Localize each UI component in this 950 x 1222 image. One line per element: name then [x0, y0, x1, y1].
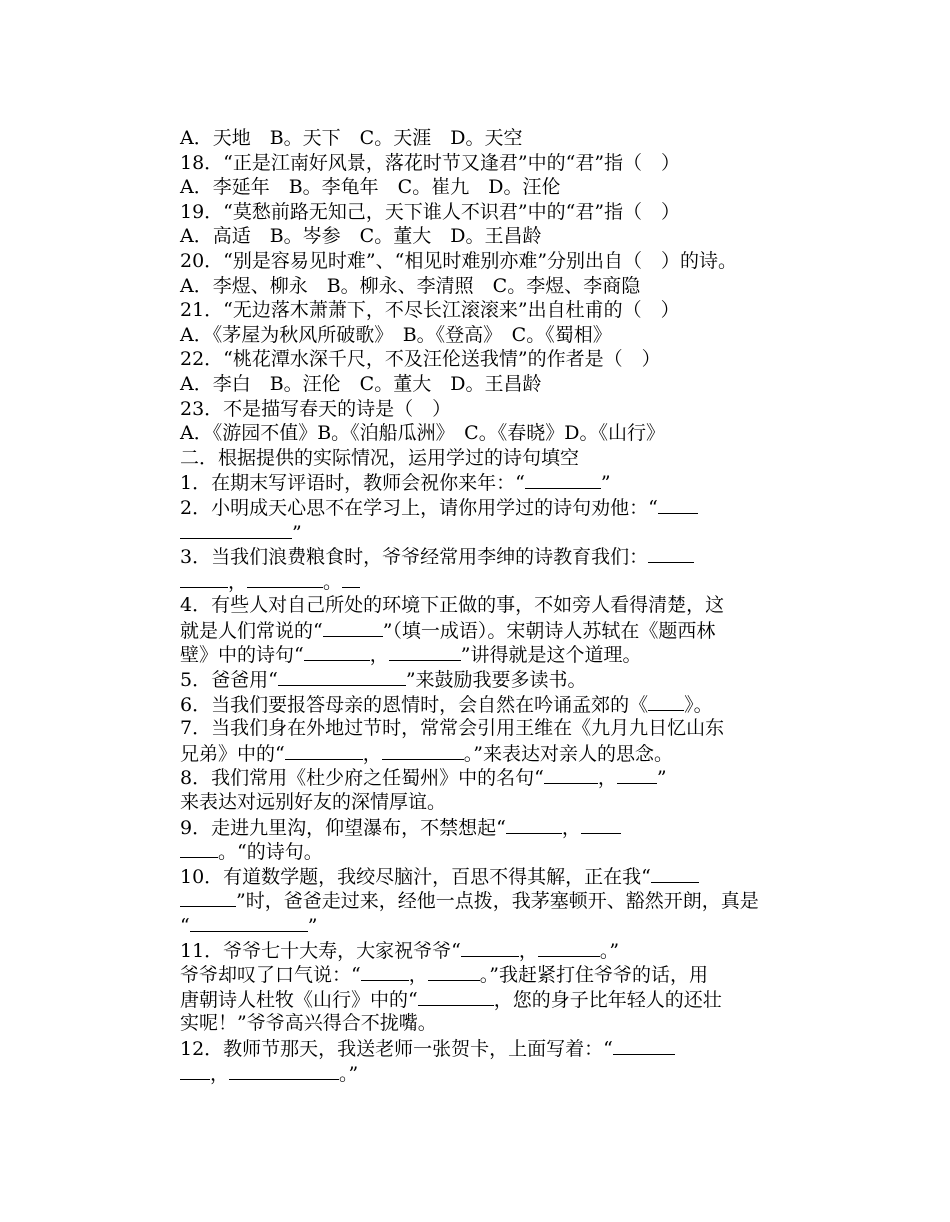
fill-3-cont: ， 。 — [180, 569, 820, 594]
fill-9: 9．走进九里沟，仰望瀑布，不禁想起“ ， — [180, 815, 820, 840]
answer-blank[interactable] — [382, 741, 464, 760]
fill-12: 12．教师节那天，我送老师一张贺卡，上面写着：“ — [180, 1036, 820, 1061]
fill-7: 7．当我们身在外地过节时，常常会引用王维在《九月九日忆山东 — [180, 717, 725, 740]
answer-blank[interactable] — [285, 741, 363, 760]
fill-4-cont2: 壁》中的诗句“ ， ”讲得就是这个道理。 — [180, 644, 642, 667]
fill-2-cont: ” — [180, 520, 820, 545]
fill-9-cont: 。“的诗句。 — [180, 839, 820, 864]
answer-blank[interactable] — [180, 839, 218, 858]
answer-blank[interactable] — [525, 470, 601, 489]
q19-options: A．高适 B。岑参 C。董大 D。王昌龄 — [180, 225, 542, 248]
q21-options: A．《茅屋为秋风所破歌》 B。《登高》 C。《蜀相》 — [180, 323, 612, 346]
answer-blank[interactable] — [613, 1036, 675, 1055]
question-18: 18．“正是江南好风景，落花时节又逢君”中的“君”指（ ） — [180, 151, 681, 174]
document-page — [180, 126, 820, 1085]
q23-options: A．《游园不值》B。《泊船瓜洲》 C。《春晓》D。《山行》 — [180, 422, 665, 445]
answer-blank[interactable] — [418, 987, 494, 1006]
fill-12-cont: ， 。” — [180, 1061, 820, 1086]
q18-options: A．李延年 B。李龟年 C。崔九 D。汪伦 — [180, 176, 561, 199]
answer-blank[interactable] — [247, 569, 323, 588]
fill-1: 1．在期末写评语时，教师会祝你来年：“ ” — [180, 472, 611, 495]
fill-11-cont3: 实呢！”爷爷高兴得合不拢嘴。 — [180, 1012, 437, 1035]
question-23: 23．不是描写春天的诗是（ ） — [180, 397, 452, 420]
fill-5: 5．爸爸用“ ”来鼓励我要多读书。 — [180, 669, 587, 692]
question-19: 19．“莫愁前路无知己，天下谁人不识君”中的“君”指（ ） — [180, 200, 681, 223]
q20-options: A．李煜、柳永 B。柳永、李清照 C。李煜、李商隐 — [180, 274, 641, 297]
answer-blank[interactable] — [180, 520, 292, 539]
fill-11-cont: 爷爷却叹了口气说：“ ， 。”我赶紧打住爷爷的话，用 — [180, 964, 708, 987]
fill-4-cont: 就是人们常说的“ ”（填一成语）。宋朝诗人苏轼在《题西林 — [180, 619, 716, 642]
answer-blank[interactable] — [229, 1061, 339, 1080]
question-20: 20．“别是容易见时难”、“相见时难别亦难”分别出自（ ）的诗。 — [180, 249, 738, 272]
q22-options: A．李白 B。汪伦 C。董大 D。王昌龄 — [180, 372, 542, 395]
fill-11: 11．爷爷七十大寿，大家祝爷爷“ ， 。” — [180, 939, 620, 962]
fill-11-cont2: 唐朝诗人杜牧《山行》中的“ ，您的身子比年轻人的还壮 — [180, 988, 722, 1011]
fill-10: 10．有道数学题，我绞尽脑汁，百思不得其解，正在我“ — [180, 864, 820, 889]
answer-blank[interactable] — [581, 815, 621, 834]
answer-blank[interactable] — [190, 913, 308, 932]
answer-blank[interactable] — [180, 1061, 210, 1080]
answer-blank[interactable] — [342, 569, 360, 588]
answer-blank[interactable] — [544, 765, 598, 784]
answer-blank[interactable] — [278, 667, 406, 686]
section-heading: 二．根据提供的实际情况，运用学过的诗句填空 — [180, 446, 580, 469]
fill-10-cont: ”时，爸爸走过来，经他一点拨，我茅塞顿开、豁然开朗，真是 — [180, 888, 820, 913]
answer-blank[interactable] — [538, 938, 600, 957]
fill-8: 8．我们常用《杜少府之任蜀州》中的名句“ ， ” — [180, 767, 667, 790]
answer-blank[interactable] — [304, 642, 370, 661]
fill-10-cont2: “ ” — [180, 915, 318, 937]
answer-blank[interactable] — [361, 962, 409, 981]
answer-blank[interactable] — [651, 864, 699, 883]
answer-blank[interactable] — [648, 692, 684, 711]
fill-8-cont: 来表达对远别好友的深情厚谊。 — [180, 791, 447, 814]
answer-blank[interactable] — [658, 495, 698, 514]
answer-blank[interactable] — [648, 544, 694, 563]
answer-blank[interactable] — [617, 765, 657, 784]
answer-blank[interactable] — [180, 569, 228, 588]
answer-blank[interactable] — [461, 938, 519, 957]
answer-blank[interactable] — [323, 618, 383, 637]
q17-options: A．天地 B。天下 C。天涯 D。天空 — [180, 127, 523, 149]
question-21: 21．“无边落木萧萧下，不尽长江滚滚来”出自杜甫的（ ） — [180, 299, 680, 322]
fill-6: 6．当我们要报答母亲的恩情时，会自然在吟诵孟郊的《 》。 — [180, 693, 713, 716]
fill-3: 3．当我们浪费粮食时，爷爷经常用李绅的诗教育我们： — [180, 544, 820, 569]
answer-blank[interactable] — [180, 888, 236, 907]
fill-4: 4．有些人对自己所处的环境下正做的事，不如旁人看得清楚，这 — [180, 594, 725, 617]
answer-blank[interactable] — [506, 815, 562, 834]
answer-blank[interactable] — [428, 962, 480, 981]
answer-blank[interactable] — [389, 642, 461, 661]
question-22: 22．“桃花潭水深千尺，不及汪伦送我情”的作者是（ ） — [180, 348, 661, 371]
fill-7-cont: 兄弟》中的“ ， 。”来表达对亲人的思念。 — [180, 742, 673, 765]
fill-2: 2．小明成天心思不在学习上，请你用学过的诗句劝他：“ — [180, 495, 820, 520]
